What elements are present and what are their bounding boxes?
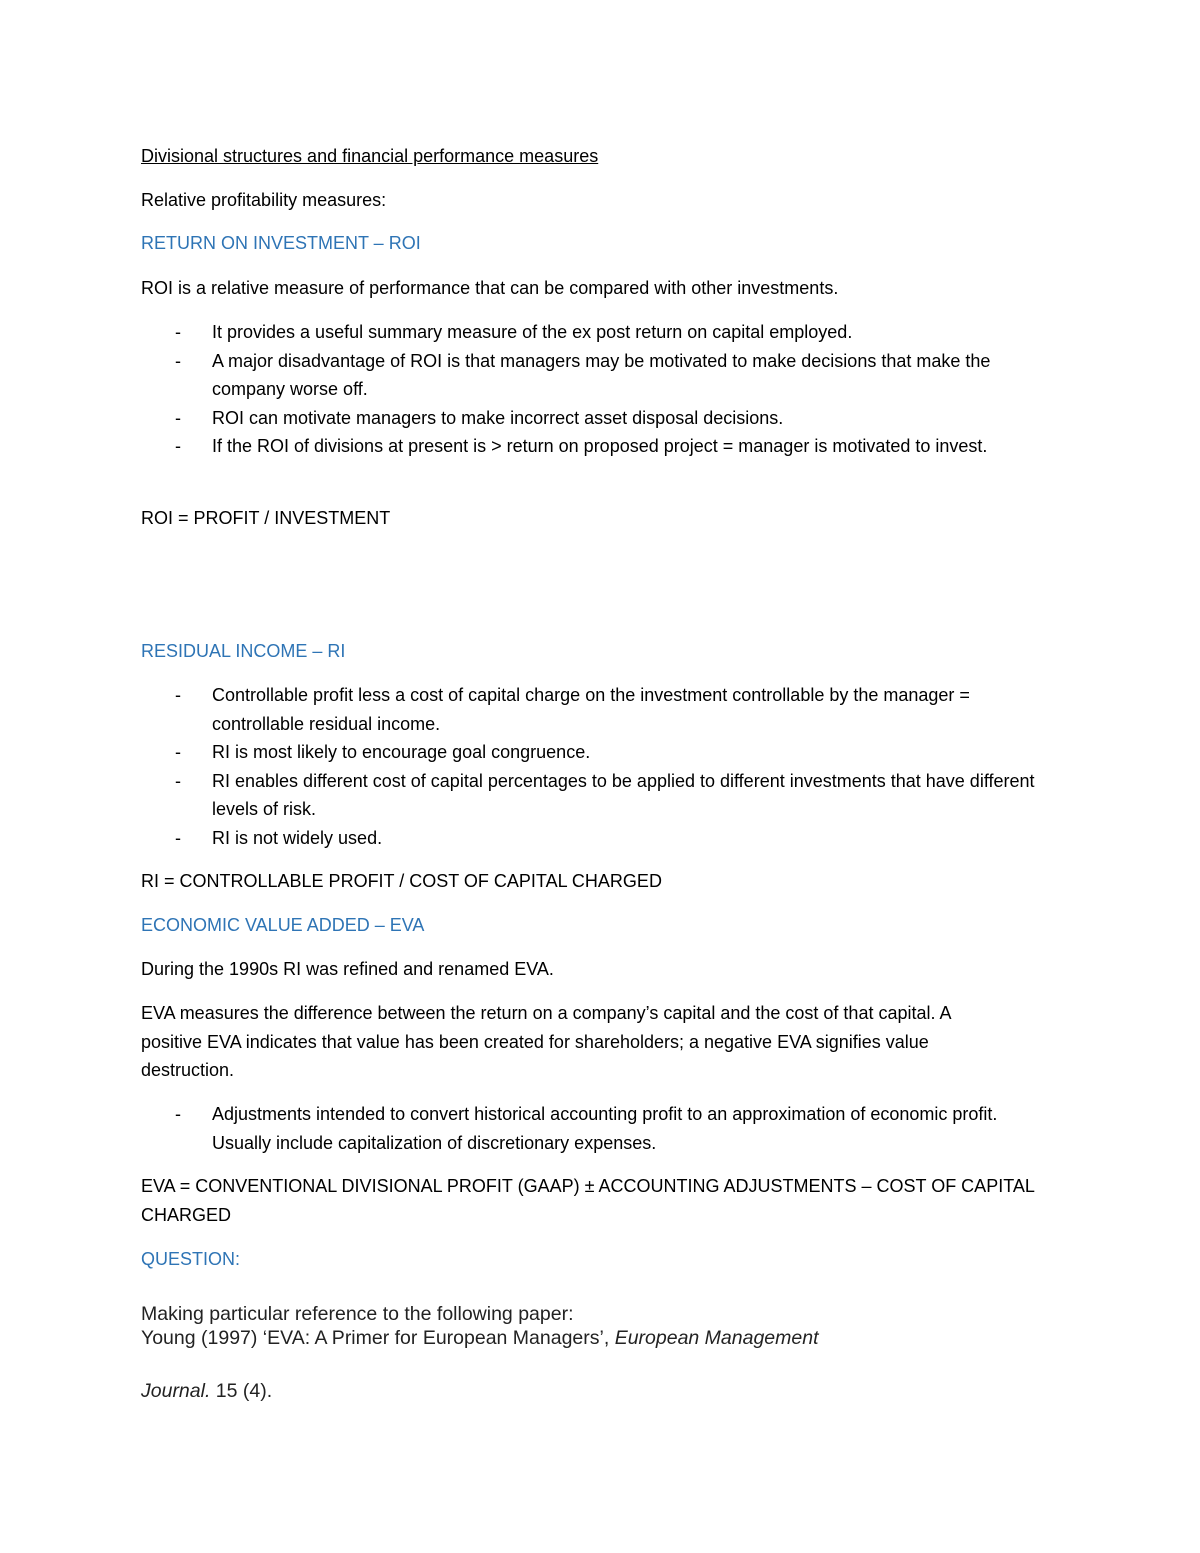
list-item: [141, 318, 1052, 347]
bullet-marker: -: [175, 436, 181, 456]
list-item-text: RI is not widely used.: [212, 827, 383, 848]
list-item: [141, 432, 1052, 461]
ri-heading: RESIDUAL INCOME – RI: [141, 641, 346, 661]
bullet-marker: -: [175, 742, 181, 762]
list-item-text: Adjustments intended to convert historical accounting profit to an approximation of economic profit. Usually include capitalization of discretionary expenses.: [212, 1104, 998, 1153]
list-item-text: RI enables different cost of capital percentages to be applied to different investments that have different levels of risk.: [212, 770, 1035, 819]
bullet-marker: -: [175, 770, 181, 791]
eva-paragraph-2-line-1: EVA measures the difference between the return on a company’s capital and the cost of that capital. A: [141, 1003, 952, 1023]
journal-volume: 15 (4).: [210, 1380, 273, 1402]
ri-bullet-list: [141, 681, 1052, 852]
eva-paragraph-2-line-2: positive EVA indicates that value has been created for shareholders; a negative EVA signifies value: [141, 1032, 929, 1052]
bullet-marker: -: [175, 685, 181, 705]
list-item-text: If the ROI of divisions at present is > return on proposed project = manager is motivated to invest.: [212, 436, 988, 456]
list-item: [141, 824, 1052, 853]
roi-intro: ROI is a relative measure of performance that can be compared with other investments.: [141, 278, 839, 298]
eva-paragraph-2-line-3: destruction.: [141, 1060, 235, 1080]
list-item: [141, 347, 1052, 404]
bullet-marker: -: [175, 1104, 181, 1124]
eva-bullet-list: [141, 1100, 1052, 1157]
eva-heading: ECONOMIC VALUE ADDED – EVA: [141, 915, 425, 935]
reference-journal-name: European Management: [614, 1327, 819, 1349]
list-item: [141, 1100, 1052, 1157]
question-journal: [141, 1379, 272, 1404]
list-item: [141, 681, 1052, 738]
list-item-text: ROI can motivate managers to make incorrect asset disposal decisions.: [212, 407, 784, 428]
eva-paragraph-1: During the 1990s RI was refined and renamed EVA.: [141, 959, 554, 979]
bullet-marker: -: [175, 350, 181, 371]
question-line-1: Making particular reference to the following paper:: [141, 1303, 574, 1325]
list-item-text: RI is most likely to encourage goal congruence.: [212, 742, 591, 762]
list-item-text: Controllable profit less a cost of capital charge on the investment controllable by the manager = controllable residual income.: [212, 685, 970, 734]
document-title: Divisional structures and financial performance measures: [141, 146, 599, 166]
subtitle: Relative profitability measures:: [141, 190, 387, 210]
list-item-text: It provides a useful summary measure of the ex post return on capital employed.: [212, 322, 853, 342]
question-heading: QUESTION:: [141, 1249, 241, 1269]
roi-bullet-list: [141, 318, 1052, 461]
list-item: [141, 404, 1052, 433]
eva-formula-line-2: CHARGED: [141, 1205, 232, 1225]
question-reference: [141, 1326, 819, 1351]
bullet-marker: -: [175, 407, 181, 428]
eva-formula-line-1: EVA = CONVENTIONAL DIVISIONAL PROFIT (GAAP) ± ACCOUNTING ADJUSTMENTS – COST OF CAPITAL: [141, 1176, 1035, 1196]
list-item: [141, 767, 1052, 824]
reference-text: Young (1997) ‘EVA: A Primer for European Managers’,: [141, 1327, 615, 1349]
list-item-text: A major disadvantage of ROI is that managers may be motivated to make decisions that make the company worse off.: [212, 350, 991, 399]
list-item: [141, 738, 1052, 767]
journal-label: Journal.: [141, 1380, 211, 1402]
bullet-marker: -: [175, 322, 181, 342]
roi-formula: ROI = PROFIT / INVESTMENT: [141, 508, 391, 528]
ri-formula: RI = CONTROLLABLE PROFIT / COST OF CAPITAL CHARGED: [141, 871, 662, 891]
bullet-marker: -: [175, 827, 181, 848]
roi-heading: RETURN ON INVESTMENT – ROI: [141, 233, 421, 253]
